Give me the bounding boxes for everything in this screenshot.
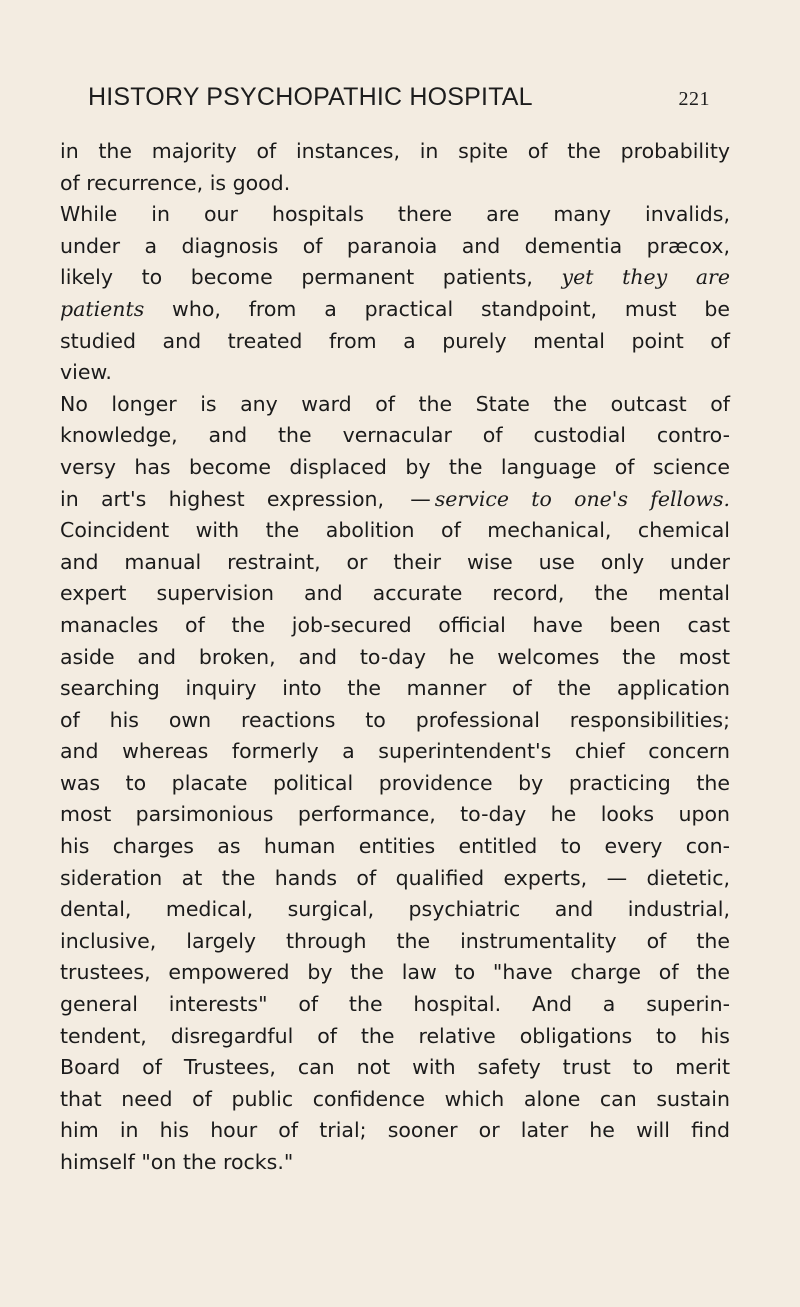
text-line-27: trustees, empowered by the law to "have charge of the [60, 960, 730, 985]
text-line-24: sideration at the hands of qualified experts, — dietetic, [60, 865, 730, 890]
paragraph-3-line-1: No longer is any ward of the State the outcast of [60, 391, 730, 416]
paragraph-2-line-1: While in our hospitals there are many invalids, [60, 202, 730, 227]
running-title: HISTORY PSYCHOPATHIC HOSPITAL [88, 83, 533, 111]
line-6-roman: who, from a practical standpoint, must be [144, 296, 730, 321]
text-line-22: most parsimonious performance, to-day he looks upon [60, 802, 730, 827]
text-line-31: that need of public confidence which alone can sustain [60, 1086, 730, 1111]
page-number: 221 [678, 88, 710, 110]
text-line-10: knowledge, and the vernacular of custodial contro- [60, 423, 730, 448]
line-5-italic: yet they are [561, 265, 730, 290]
text-line-2: of recurrence, is good. [60, 170, 291, 195]
text-line-8: view. [60, 360, 112, 385]
text-line-1: in the majority of instances, in spite of the probability [60, 139, 730, 163]
text-line-6 [60, 294, 730, 326]
text-line-30: Board of Trustees, can not with safety trust to merit [60, 1055, 730, 1080]
text-line-11: versy has become displaced by the language of science [60, 454, 730, 479]
text-line-25: dental, medical, surgical, psychiatric and industrial, [60, 897, 730, 922]
line-12-italic: service to one's fellows. [434, 486, 730, 511]
text-line-21: was to placate political providence by practicing the [60, 770, 730, 795]
text-line-7: studied and treated from a purely mental point of [60, 328, 730, 353]
text-line-15: expert supervision and accurate record, the mental [60, 581, 730, 606]
body-text [60, 136, 730, 1179]
em-dash: — [410, 486, 431, 511]
text-line-5 [60, 262, 730, 294]
text-line-17: aside and broken, and to-day he welcomes the most [60, 644, 730, 669]
line-6-italic: patients [60, 296, 145, 321]
text-line-4: under a diagnosis of paranoia and dementia præcox, [60, 233, 730, 258]
text-line-12 [60, 484, 730, 516]
text-line-19: of his own reactions to professional responsibilities; [60, 707, 730, 732]
running-head [88, 82, 710, 122]
paragraph-4-line-1: Coincident with the abolition of mechanical, chemical [60, 518, 730, 543]
text-line-29: tendent, disregardful of the relative obligations to his [60, 1023, 730, 1048]
line-5-roman: likely to become permanent patients, [60, 265, 562, 290]
line-12-roman: in art's highest expression, [60, 486, 407, 511]
text-line-14: and manual restraint, or their wise use only under [60, 549, 730, 574]
text-line-28: general interests" of the hospital. And a superin- [60, 992, 730, 1017]
text-line-16: manacles of the job-secured official have been cast [60, 612, 730, 637]
text-line-20: and whereas formerly a superintendent's chief concern [60, 739, 730, 764]
text-line-23: his charges as human entities entitled to every con- [60, 834, 730, 859]
text-line-33: himself "on the rocks." [60, 1150, 294, 1174]
text-line-32: him in his hour of trial; sooner or later he will find [60, 1118, 730, 1143]
text-line-18: searching inquiry into the manner of the application [60, 676, 730, 701]
text-line-26: inclusive, largely through the instrumentality of the [60, 928, 730, 953]
